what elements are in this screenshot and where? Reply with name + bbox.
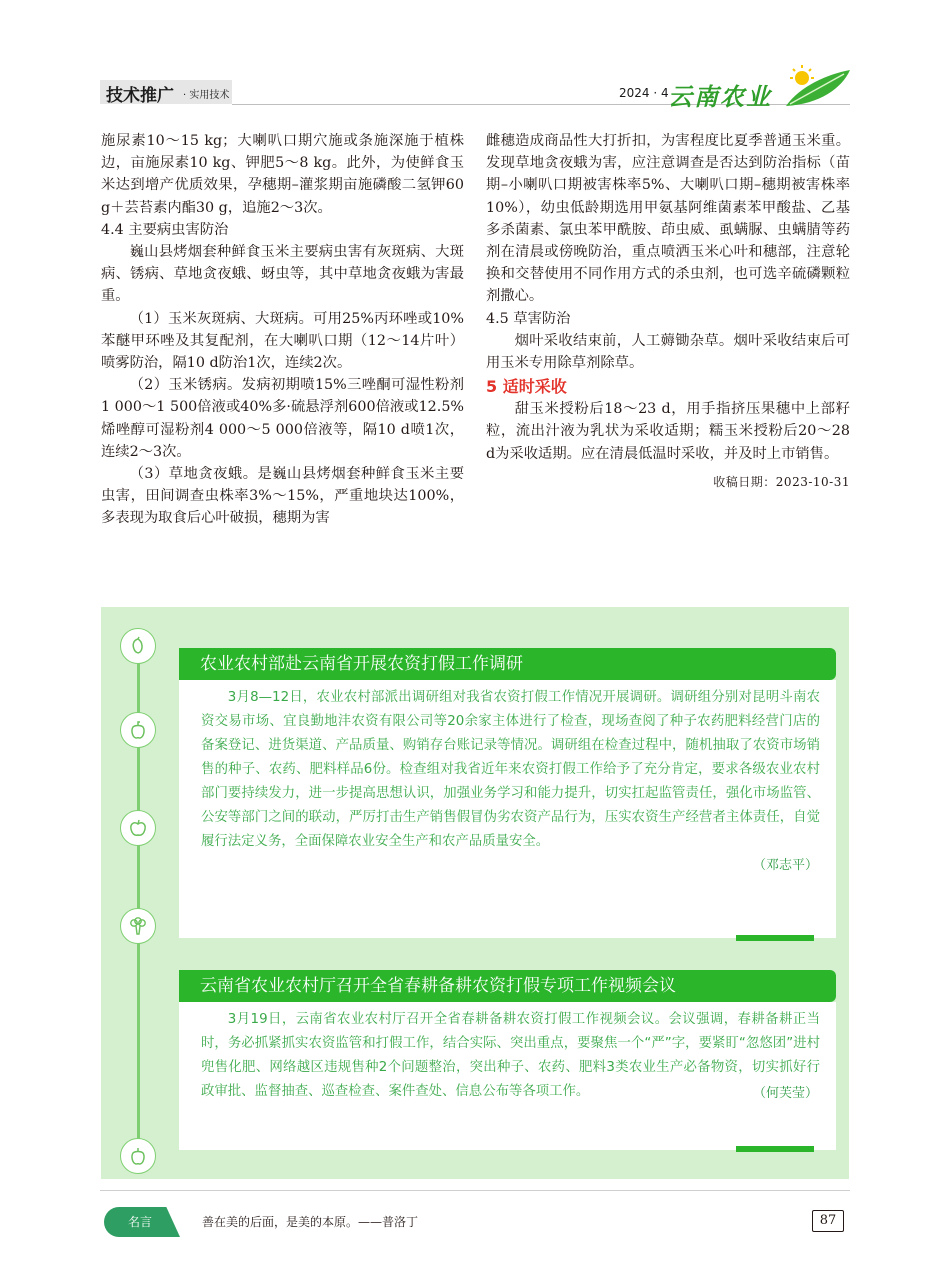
pepper-icon xyxy=(128,1146,148,1166)
paragraph: 烟叶采收结束前，人工薅锄杂草。烟叶采收结束后可用玉米专用除草剂除草。 xyxy=(486,332,850,372)
node-pepper xyxy=(120,628,156,664)
paragraph: 施尿素10～15 kg；大喇叭口期穴施或条施深施于植株边，亩施尿素10 kg、钾肥5～8 kg。此外，为使鲜食玉米达到增产优质效果，孕穗期–灌浆期亩施磷酸二氢钾60 g＋芸苔素内酯30 g，追施2～3次。 xyxy=(101,133,464,216)
paragraph: 巍山县烤烟套种鲜食玉米主要病虫害有灰斑病、大斑病、锈病、草地贪夜蛾、蚜虫等，其中草地贪夜蛾为害最重。 xyxy=(101,244,464,305)
node-apple xyxy=(120,810,156,846)
section-heading-5: 5 适时采收 xyxy=(486,377,567,397)
paragraph: （2）玉米锈病。发病初期喷15%三唑酮可湿性粉剂1 000～1 500倍液或40%多·硫悬浮剂600倍液或12.5%烯唑醇可湿粉剂4 000～5 000倍液等，隔10 d喷1次，连续2～3次。 xyxy=(101,377,464,460)
right-column xyxy=(486,130,850,493)
broccoli-icon xyxy=(128,916,148,936)
paragraph: 甜玉米授粉后18～23 d，用手指挤压果穗中上部籽粒，流出汁液为乳状为采收适期；糯玉米授粉后20～28 d为采收适期。应在清晨低温时采收，并及时上市销售。 xyxy=(486,401,850,462)
footer-rule xyxy=(100,1190,850,1191)
section-brand: 技术推广 xyxy=(106,86,174,106)
news-body-box xyxy=(179,1002,836,1150)
node-pepper-bottom xyxy=(120,1138,156,1174)
news-body: 3月8—12日，农业农村部派出调研组对我省农资打假工作情况开展调研。调研组分别对昆明斗南农资交易市场、宜良勤地沣农资有限公司等20余家主体进行了检查，现场查阅了种子农药肥料经营门店的备案登记、进货渠道、产品质量、购销存台账记录等情况。调研组在检查过程中，随机抽取了农资市场销售的种子、农药、肥料样品6份。检查组对我省近年来农资打假工作给予了充分肯定，要求各级农业农村部门要持续发力，进一步提高思想认识，加强业务学习和能力提升，切实扛起监管责任，强化市场监管、公安等部门之间的联动，严厉打击生产销售假冒伪劣农资产品行为，压实农资生产经营者主体责任，自觉履行法定义务，全面保障农业安全生产和农产品质量安全。 xyxy=(201,690,820,849)
news-divider xyxy=(736,935,814,941)
news-title: 农业农村部赴云南省开展农资打假工作调研 xyxy=(179,648,836,680)
pepper-icon xyxy=(128,636,148,656)
node-bell-pepper xyxy=(120,712,156,748)
bell-pepper-icon xyxy=(128,720,148,740)
paragraph: （1）玉米灰斑病、大斑病。可用25%丙环唑或10%苯醚甲环唑及其复配剂，在大喇叭口期（12～14片叶）喷雾防治，隔10 d防治1次，连续2次。 xyxy=(101,310,464,372)
news-title: 云南省农业农村厅召开全省春耕备耕农资打假专项工作视频会议 xyxy=(179,970,836,1002)
news-body-box xyxy=(179,680,836,938)
node-broccoli xyxy=(120,908,156,944)
left-column xyxy=(101,130,464,530)
issue-number: 2024 · 4 xyxy=(619,86,669,100)
magazine-logo-icon xyxy=(780,64,852,108)
apple-icon xyxy=(128,818,148,838)
section-heading-4-5: 4.5 草害防治 xyxy=(486,310,571,327)
magazine-title: 云南农业 xyxy=(668,82,772,111)
news-body: 3月19日，云南省农业农村厅召开全省春耕备耕农资打假工作视频会议。会议强调，春耕备耕正当时，务必抓紧抓实农资监管和打假工作，结合实际、突出重点，要聚焦一个“严”字，要紧盯“忽悠团”进村兜售化肥、网络越区违规售种2个问题整治，突出种子、农药、肥料3类农业生产必备物资，切实抓好行政审批、监督抽查、巡查检查、案件查处、信息公布等各项工作。 xyxy=(201,1012,820,1099)
page-number: 87 xyxy=(812,1210,844,1232)
received-date: 收稿日期：2023-10-31 xyxy=(713,474,850,489)
footer-quote: 善在美的后面，是美的本原。——普洛丁 xyxy=(202,1215,419,1229)
quote-tab-label: 名言 xyxy=(128,1215,153,1229)
paragraph: 雌穗造成商品性大打折扣，为害程度比夏季普通玉米重。发现草地贪夜蛾为害，应注意调查是否达到防治指标（苗期–小喇叭口期被害株率5%、大喇叭口期–穗期被害株率10%），幼虫低龄期选用甲氨基阿维菌素苯甲酸盐、乙基多杀菌素、氯虫苯甲酰胺、茚虫威、虱螨脲、虫螨腈等药剂在清晨或傍晚防治，重点喷洒玉米心叶和穗部，注意轮换和交替使用不同作用方式的杀虫剂，也可选辛硫磷颗粒剂撒心。 xyxy=(486,133,850,305)
section-subtitle: · 实用技术 xyxy=(183,90,230,101)
news-divider xyxy=(736,1146,814,1152)
news-item xyxy=(179,970,836,1150)
section-heading-4-4: 4.4 主要病虫害防治 xyxy=(101,221,229,238)
paragraph: （3）草地贪夜蛾。是巍山县烤烟套种鲜食玉米主要虫害，田间调查虫株率3%～15%，严重地块达100%，多表现为取食后心叶破损，穗期为害 xyxy=(101,466,464,527)
news-author: （邓志平） xyxy=(752,858,818,873)
news-item xyxy=(179,648,836,938)
news-author: （何芙莹） xyxy=(752,1086,818,1101)
